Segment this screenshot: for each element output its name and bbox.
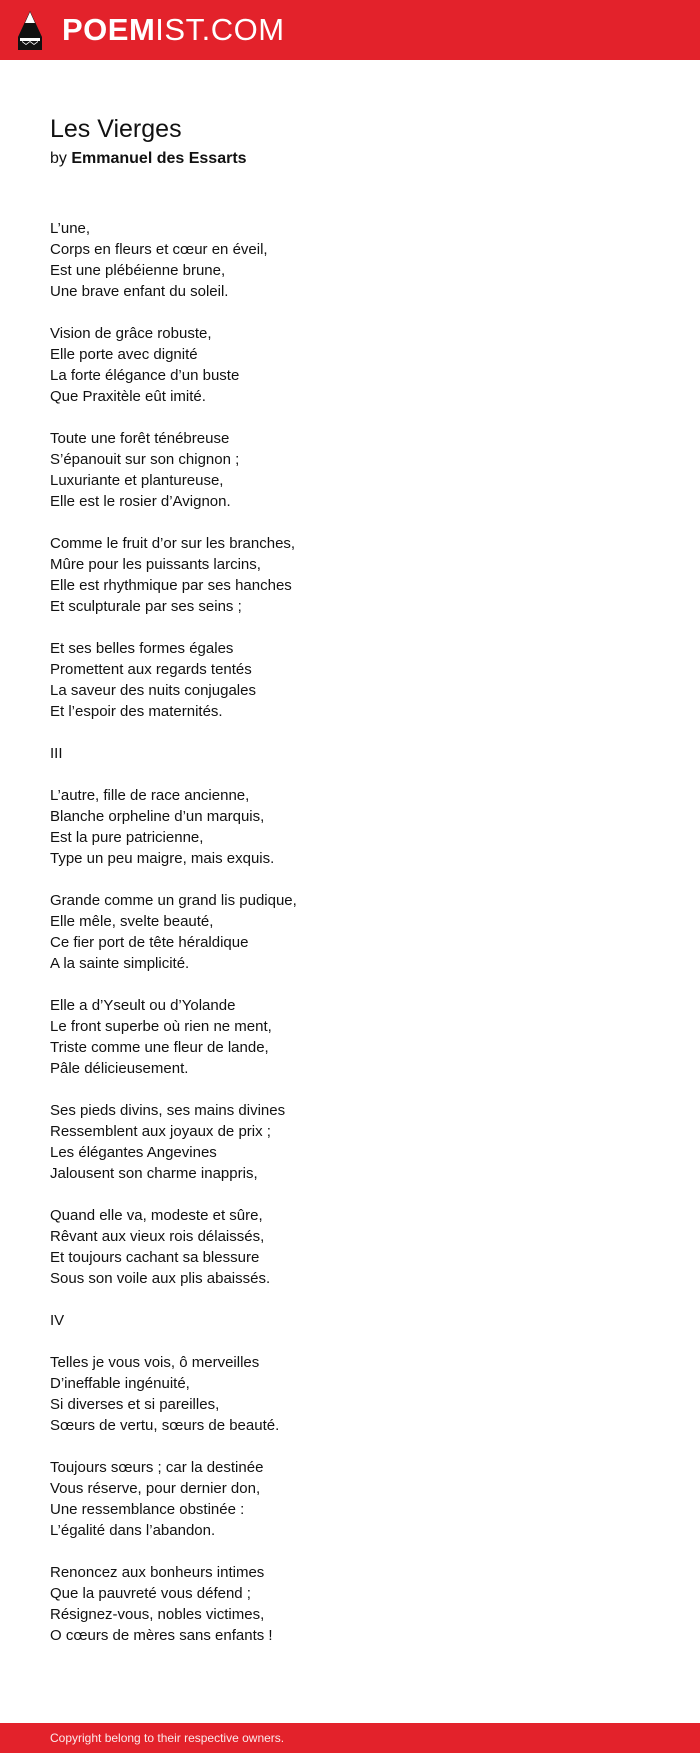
poem-line: Toujours sœurs ; car la destinée <box>50 1459 264 1476</box>
poem-line: Blanche orpheline d’un marquis, <box>50 808 265 825</box>
pencil-logo-icon[interactable] <box>18 11 42 50</box>
poem-line: Que la pauvreté vous défend ; <box>50 1585 251 1602</box>
poem-line: Vous réserve, pour dernier don, <box>50 1480 261 1497</box>
poem-line: Elle est le rosier d’Avignon. <box>50 493 231 510</box>
logo-text-bold: POEM <box>62 12 156 47</box>
poem-line: Elle mêle, svelte beauté, <box>50 913 214 930</box>
poem-stanza <box>50 890 650 974</box>
poem-line: Résignez-vous, nobles victimes, <box>50 1606 265 1623</box>
poem-line: Les élégantes Angevines <box>50 1144 217 1161</box>
poem-line: Est une plébéienne brune, <box>50 262 226 279</box>
poem-byline <box>50 147 650 171</box>
poem-line: Ce fier port de tête héraldique <box>50 934 249 951</box>
poem-stanza <box>50 995 650 1079</box>
poem-line: Ressemblent aux joyaux de prix ; <box>50 1123 271 1140</box>
poem-line: Telles je vous vois, ô merveilles <box>50 1354 260 1371</box>
poem-line: Et ses belles formes égales <box>50 640 234 657</box>
poem-stanza <box>50 1562 650 1646</box>
poem-line: Sous son voile aux plis abaissés. <box>50 1270 271 1287</box>
poem-line: Elle porte avec dignité <box>50 346 198 363</box>
poem-line: La forte élégance d’un buste <box>50 367 240 384</box>
poem-line: Grande comme un grand lis pudique, <box>50 892 297 909</box>
copyright-text: Copyright belong to their respective owners. <box>50 1731 285 1745</box>
poem-title: Les Vierges <box>50 115 182 143</box>
poem-line: Comme le fruit d’or sur les branches, <box>50 535 296 552</box>
by-label: by <box>50 150 67 167</box>
poem-line: S’épanouit sur son chignon ; <box>50 451 240 468</box>
poem-line: L’une, <box>50 220 91 237</box>
poem-line: Elle est rhythmique par ses hanches <box>50 577 292 594</box>
poem-line: III <box>50 745 63 762</box>
poem-line: Promettent aux regards tentés <box>50 661 252 678</box>
poem-stanza <box>50 1205 650 1289</box>
poem-stanza <box>50 1352 650 1436</box>
poem-line: Quand elle va, modeste et sûre, <box>50 1207 263 1224</box>
poem-stanza <box>50 323 650 407</box>
poem-line: Le front superbe où rien ne ment, <box>50 1018 272 1035</box>
poem-line: Triste comme une fleur de lande, <box>50 1039 269 1056</box>
poem-line: Sœurs de vertu, sœurs de beauté. <box>50 1417 280 1434</box>
poem-line: Et toujours cachant sa blessure <box>50 1249 260 1266</box>
poem-heading <box>50 112 650 171</box>
poem-line: IV <box>50 1312 65 1329</box>
poem-line: Elle a d’Yseult ou d’Yolande <box>50 997 236 1014</box>
poem-stanza <box>50 638 650 722</box>
poem-line: Et l’espoir des maternités. <box>50 703 223 720</box>
poem-author: Emmanuel des Essarts <box>71 150 247 167</box>
poem-line: Toute une forêt ténébreuse <box>50 430 230 447</box>
site-header <box>0 0 700 60</box>
poem-line: Que Praxitèle eût imité. <box>50 388 206 405</box>
poem-line: Renoncez aux bonheurs intimes <box>50 1564 265 1581</box>
poem-stanza <box>50 428 650 512</box>
poem-line: O cœurs de mères sans enfants ! <box>50 1627 273 1644</box>
poem-line: Et sculpturale par ses seins ; <box>50 598 242 615</box>
poem-line: La saveur des nuits conjugales <box>50 682 256 699</box>
poem-line: D’ineffable ingénuité, <box>50 1375 190 1392</box>
poem-line: Une brave enfant du soleil. <box>50 283 229 300</box>
poem-line: Ses pieds divins, ses mains divines <box>50 1102 286 1119</box>
poem-line: Est la pure patricienne, <box>50 829 204 846</box>
logo-text-light: IST.COM <box>155 12 285 47</box>
poem-line: Rêvant aux vieux rois délaissés, <box>50 1228 265 1245</box>
poem-line: L’égalité dans l’abandon. <box>50 1522 216 1539</box>
poem-stanza <box>50 1100 650 1184</box>
poem-body <box>50 218 650 1667</box>
poem-stanza <box>50 785 650 869</box>
section-number <box>50 1310 650 1331</box>
site-logo-link[interactable] <box>62 12 285 48</box>
poem-stanza <box>50 218 650 302</box>
poem-line: Vision de grâce robuste, <box>50 325 212 342</box>
poem-line: Type un peu maigre, mais exquis. <box>50 850 275 867</box>
poem-line: L’autre, fille de race ancienne, <box>50 787 250 804</box>
poem-stanza <box>50 533 650 617</box>
poem-line: Une ressemblance obstinée : <box>50 1501 245 1518</box>
poem-line: Mûre pour les puissants larcins, <box>50 556 261 573</box>
poem-line: Luxuriante et plantureuse, <box>50 472 224 489</box>
poem-line: Si diverses et si pareilles, <box>50 1396 220 1413</box>
poem-stanza <box>50 1457 650 1541</box>
poem-line: A la sainte simplicité. <box>50 955 190 972</box>
poem-line: Corps en fleurs et cœur en éveil, <box>50 241 268 258</box>
site-footer <box>0 1723 700 1753</box>
poem-line: Jalousent son charme inappris, <box>50 1165 258 1182</box>
poem-line: Pâle délicieusement. <box>50 1060 189 1077</box>
section-number <box>50 743 650 764</box>
